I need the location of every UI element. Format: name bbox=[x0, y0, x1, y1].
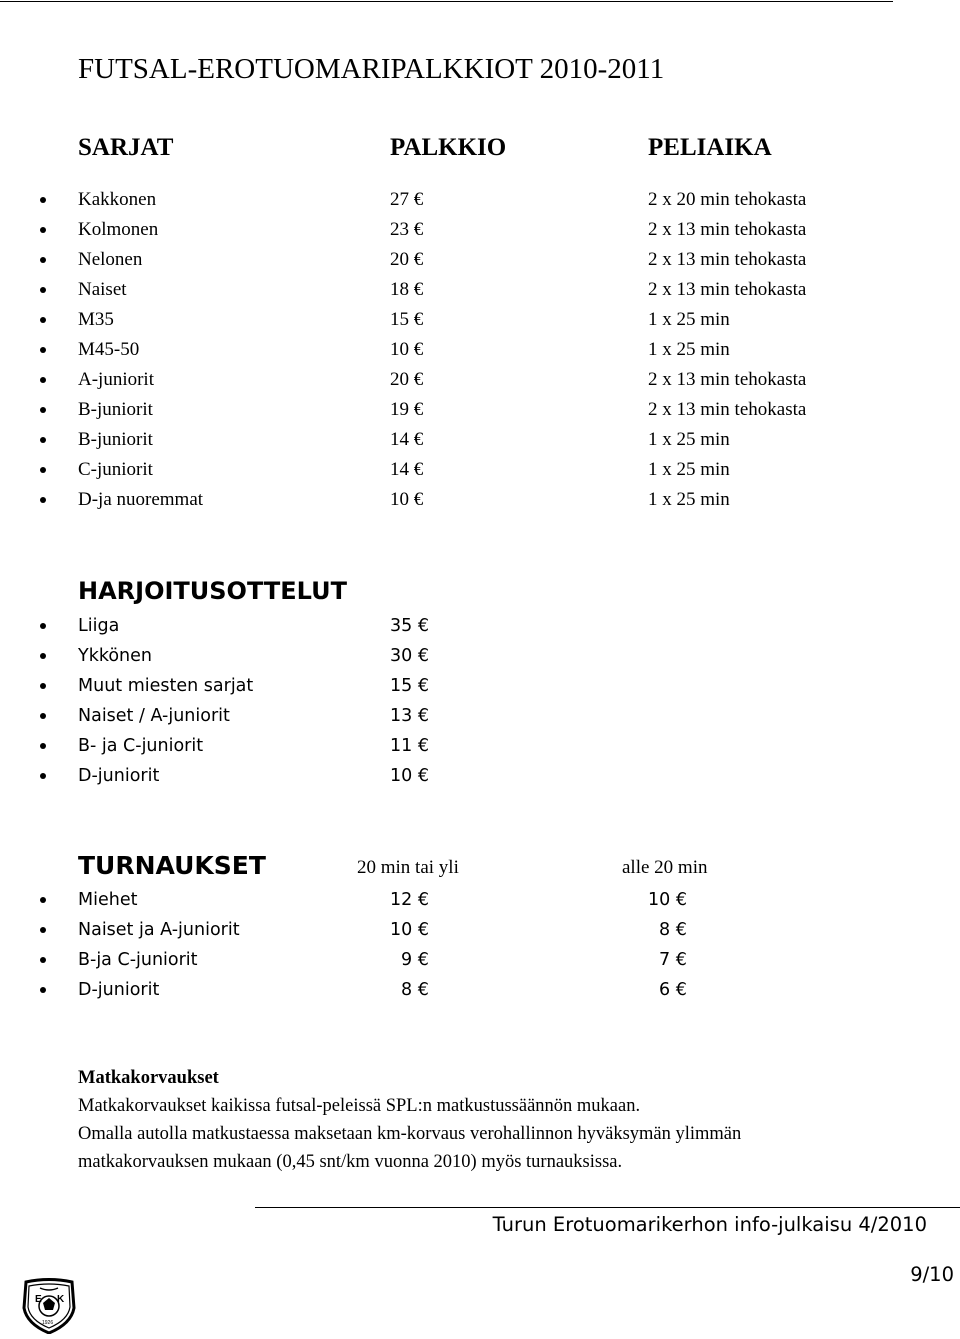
sarjat-row bbox=[0, 485, 960, 515]
header-sarjat: SARJAT bbox=[78, 134, 174, 161]
tournament-fee-short: 6 € bbox=[659, 980, 687, 1000]
practice-row bbox=[0, 671, 960, 701]
footer-rule bbox=[255, 1207, 960, 1208]
series-time: 1 x 25 min bbox=[648, 489, 730, 510]
header-peliaika: PELIAIKA bbox=[648, 134, 772, 161]
series-time: 2 x 13 min tehokasta bbox=[648, 219, 807, 240]
practice-name: Naiset / A-juniorit bbox=[78, 706, 230, 726]
practice-row bbox=[0, 761, 960, 791]
svg-text:1926: 1926 bbox=[42, 1320, 54, 1326]
series-time: 1 x 25 min bbox=[648, 339, 730, 360]
tournament-name: Miehet bbox=[78, 890, 138, 910]
bullet-icon bbox=[40, 317, 46, 323]
series-time: 2 x 13 min tehokasta bbox=[648, 249, 807, 270]
tournament-name: D-juniorit bbox=[78, 980, 160, 1000]
bullet-icon bbox=[40, 927, 46, 933]
tournament-fee-long: 9 € bbox=[401, 950, 429, 970]
bullet-icon bbox=[40, 227, 46, 233]
series-time: 2 x 13 min tehokasta bbox=[648, 369, 807, 390]
bullet-icon bbox=[40, 773, 46, 779]
series-name: Kolmonen bbox=[78, 219, 159, 240]
bullet-icon bbox=[40, 377, 46, 383]
turnaukset-col1-header: 20 min tai yli bbox=[357, 857, 459, 878]
practice-row bbox=[0, 701, 960, 731]
bullet-icon bbox=[40, 897, 46, 903]
bullet-icon bbox=[40, 743, 46, 749]
header-palkkio: PALKKIO bbox=[390, 134, 507, 161]
practice-fee: 15 € bbox=[390, 676, 429, 696]
series-name: Kakkonen bbox=[78, 189, 157, 210]
matkakorvaukset-heading: Matkakorvaukset bbox=[78, 1068, 219, 1088]
series-fee: 10 € bbox=[390, 489, 424, 510]
series-fee: 23 € bbox=[390, 219, 424, 240]
series-name: M45-50 bbox=[78, 339, 140, 360]
sarjat-row bbox=[0, 275, 960, 305]
practice-fee: 35 € bbox=[390, 616, 429, 636]
tournament-fee-long: 12 € bbox=[390, 890, 429, 910]
sarjat-row bbox=[0, 305, 960, 335]
bullet-icon bbox=[40, 497, 46, 503]
turnaukset-heading: TURNAUKSET bbox=[78, 851, 266, 880]
page-number: 9/10 bbox=[910, 1263, 954, 1286]
series-name: Naiset bbox=[78, 279, 127, 300]
bullet-icon bbox=[40, 407, 46, 413]
series-name: C-juniorit bbox=[78, 459, 153, 480]
series-fee: 15 € bbox=[390, 309, 424, 330]
practice-name: D-juniorit bbox=[78, 766, 160, 786]
sarjat-row bbox=[0, 365, 960, 395]
series-fee: 27 € bbox=[390, 189, 424, 210]
series-time: 2 x 20 min tehokasta bbox=[648, 189, 807, 210]
sarjat-row bbox=[0, 185, 960, 215]
tournament-fee-short: 10 € bbox=[648, 890, 687, 910]
sarjat-row bbox=[0, 425, 960, 455]
practice-fee: 13 € bbox=[390, 706, 429, 726]
page-title: FUTSAL-EROTUOMARIPALKKIOT 2010-2011 bbox=[78, 53, 665, 85]
series-fee: 20 € bbox=[390, 249, 424, 270]
sarjat-row bbox=[0, 395, 960, 425]
practice-name: Ykkönen bbox=[78, 646, 152, 666]
bullet-icon bbox=[40, 683, 46, 689]
series-name: B-juniorit bbox=[78, 429, 153, 450]
tournament-name: B-ja C-juniorit bbox=[78, 950, 198, 970]
tournament-row bbox=[0, 975, 960, 1005]
series-name: Nelonen bbox=[78, 249, 143, 270]
series-fee: 20 € bbox=[390, 369, 424, 390]
tournament-fee-long: 8 € bbox=[401, 980, 429, 1000]
series-name: B-juniorit bbox=[78, 399, 153, 420]
sarjat-row bbox=[0, 245, 960, 275]
bullet-icon bbox=[40, 467, 46, 473]
practice-row bbox=[0, 611, 960, 641]
practice-name: Liiga bbox=[78, 616, 120, 636]
sarjat-row bbox=[0, 215, 960, 245]
svg-text:E: E bbox=[35, 1294, 42, 1305]
tournament-fee-long: 10 € bbox=[390, 920, 429, 940]
practice-row bbox=[0, 641, 960, 671]
series-time: 2 x 13 min tehokasta bbox=[648, 279, 807, 300]
tournament-row bbox=[0, 885, 960, 915]
series-fee: 10 € bbox=[390, 339, 424, 360]
bullet-icon bbox=[40, 987, 46, 993]
bullet-icon bbox=[40, 257, 46, 263]
svg-text:K: K bbox=[57, 1294, 65, 1305]
series-time: 1 x 25 min bbox=[648, 309, 730, 330]
tournament-row bbox=[0, 915, 960, 945]
tournament-name: Naiset ja A-juniorit bbox=[78, 920, 240, 940]
tournament-row bbox=[0, 945, 960, 975]
matkakorvaukset-line: matkakorvauksen mukaan (0,45 snt/km vuonna 2010) myös turnauksissa. bbox=[78, 1152, 623, 1172]
referee-club-emblem-icon bbox=[20, 1278, 78, 1334]
bullet-icon bbox=[40, 287, 46, 293]
matkakorvaukset-line: Matkakorvaukset kaikissa futsal-peleissä SPL:n matkustussäännön mukaan. bbox=[78, 1096, 641, 1116]
bullet-icon bbox=[40, 197, 46, 203]
practice-name: B- ja C-juniorit bbox=[78, 736, 204, 756]
bullet-icon bbox=[40, 653, 46, 659]
sarjat-row bbox=[0, 455, 960, 485]
series-name: M35 bbox=[78, 309, 114, 330]
publication-info: Turun Erotuomarikerhon info-julkaisu 4/2010 bbox=[492, 1213, 927, 1236]
bullet-icon bbox=[40, 713, 46, 719]
tournament-fee-short: 8 € bbox=[659, 920, 687, 940]
bullet-icon bbox=[40, 957, 46, 963]
series-fee: 14 € bbox=[390, 459, 424, 480]
series-time: 2 x 13 min tehokasta bbox=[648, 399, 807, 420]
series-fee: 18 € bbox=[390, 279, 424, 300]
series-name: A-juniorit bbox=[78, 369, 154, 390]
practice-fee: 10 € bbox=[390, 766, 429, 786]
matkakorvaukset-line: Omalla autolla matkustaessa maksetaan km-korvaus verohallinnon hyväksymän ylimmän bbox=[78, 1124, 742, 1144]
turnaukset-col2-header: alle 20 min bbox=[622, 857, 708, 878]
bullet-icon bbox=[40, 437, 46, 443]
sarjat-row bbox=[0, 335, 960, 365]
practice-fee: 11 € bbox=[390, 736, 429, 756]
harjoitusottelut-heading: HARJOITUSOTTELUT bbox=[78, 577, 347, 605]
top-rule bbox=[0, 1, 893, 2]
series-fee: 14 € bbox=[390, 429, 424, 450]
practice-row bbox=[0, 731, 960, 761]
practice-name: Muut miesten sarjat bbox=[78, 676, 254, 696]
tournament-fee-short: 7 € bbox=[659, 950, 687, 970]
practice-fee: 30 € bbox=[390, 646, 429, 666]
series-time: 1 x 25 min bbox=[648, 459, 730, 480]
bullet-icon bbox=[40, 347, 46, 353]
series-name: D-ja nuoremmat bbox=[78, 489, 204, 510]
bullet-icon bbox=[40, 623, 46, 629]
series-time: 1 x 25 min bbox=[648, 429, 730, 450]
series-fee: 19 € bbox=[390, 399, 424, 420]
